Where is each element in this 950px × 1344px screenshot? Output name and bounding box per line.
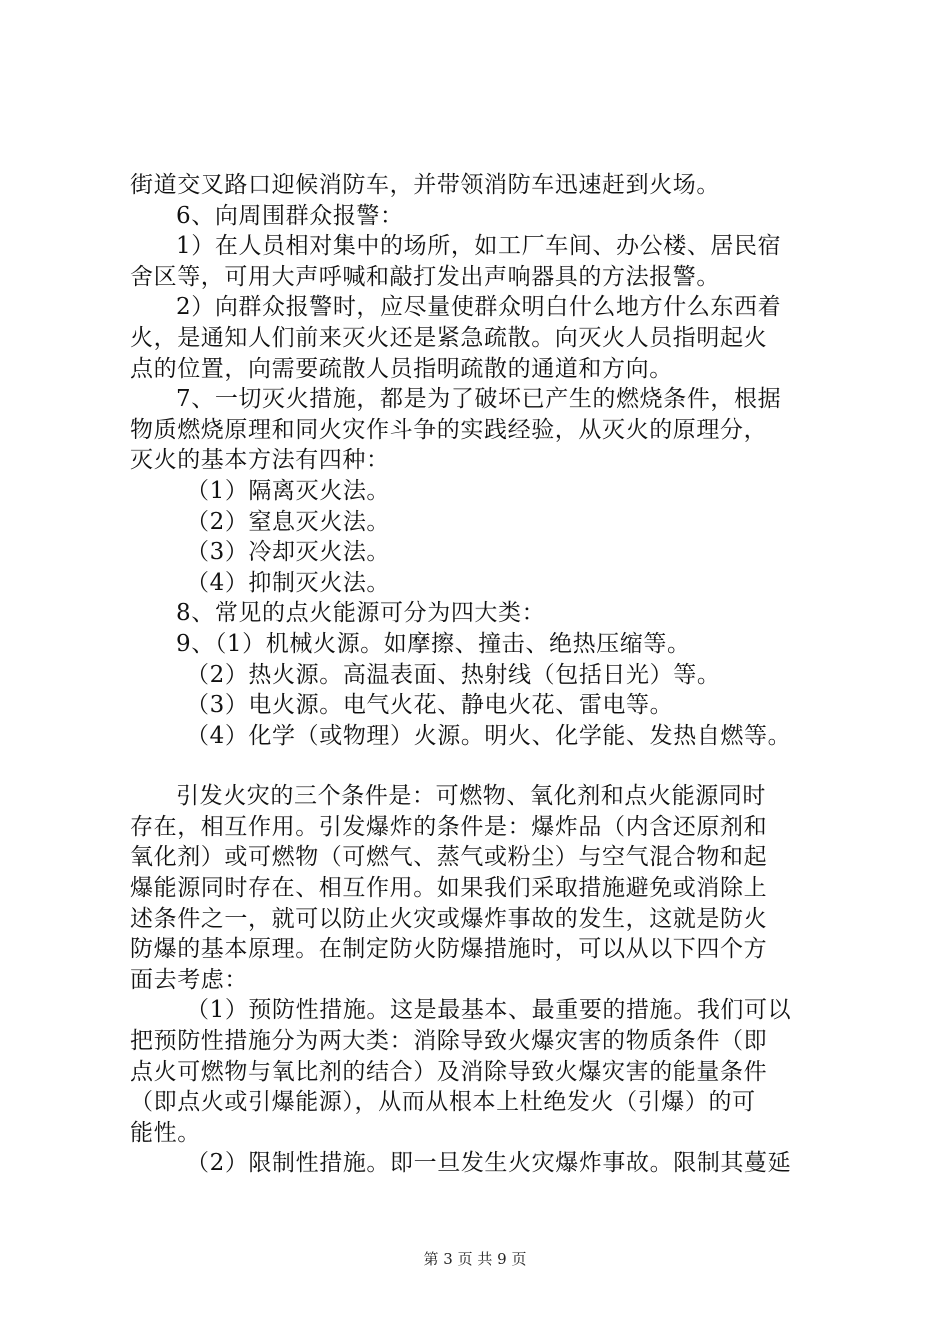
text-line: 2）向群众报警时，应尽量使群众明白什么地方什么东西着 [176, 294, 782, 321]
text-line: 7、一切灭火措施，都是为了破坏已产生的燃烧条件，根据 [176, 386, 782, 413]
text-line: 1）在人员相对集中的场所，如工厂车间、办公楼、居民宿 [176, 233, 782, 260]
text-line: 6、向周围群众报警： [176, 202, 404, 229]
text-line: 街道交叉路口迎候消防车，并带领消防车迅速赶到火场。 [130, 172, 720, 198]
text-line: 9、（1）机械火源。如摩擦、撞击、绝热压缩等。 [176, 630, 691, 657]
text-line: 灭火的基本方法有四种： [130, 447, 390, 474]
text-line: （1）隔离灭火法。 [186, 477, 391, 504]
text-line: （2）热火源。高温表面、热射线（包括日光）等。 [186, 661, 721, 688]
text-line: （2）限制性措施。即一旦发生火灾爆炸事故。限制其蔓延 [186, 1150, 792, 1177]
text-line: 述条件之一，就可以防止火灾或爆炸事故的发生，这就是防火 [130, 905, 768, 932]
text-line: 存在，相互作用。引发爆炸的条件是：爆炸品（内含还原剂和 [130, 813, 768, 840]
text-line: 氧化剂）或可燃物（可燃气、蒸气或粉尘）与空气混合物和起 [130, 844, 768, 871]
text-line: （即点火或引爆能源），从而从根本上杜绝发火（引爆）的可 [130, 1089, 756, 1116]
text-line: 8、常见的点火能源可分为四大类： [176, 600, 546, 627]
page-footer: 第 3 页 共 9 页 [423, 1250, 527, 1268]
text-line: （4）化学（或物理）火源。明火、化学能、发热自燃等。 [186, 722, 792, 749]
document-body [130, 170, 830, 1179]
text-line: 能性。 [130, 1119, 201, 1146]
text-line: 把预防性措施分为两大类：消除导致火爆灾害的物质条件（即 [130, 1028, 768, 1055]
text-line: （1）预防性措施。这是最基本、最重要的措施。我们可以 [186, 997, 792, 1024]
text-line: （4）抑制灭火法。 [186, 569, 391, 596]
text-line: 引发火灾的三个条件是：可燃物、氧化剂和点火能源同时 [176, 783, 766, 810]
text-line: 火，是通知人们前来灭火还是紧急疏散。向灭火人员指明起火 [130, 324, 768, 351]
text-line: 点火可燃物与氧比剂的结合）及消除导致火爆灾害的能量条件 [130, 1058, 768, 1085]
text-line: 防爆的基本原理。在制定防火防爆措施时，可以从以下四个方 [130, 936, 768, 963]
text-line: 点的位置，向需要疏散人员指明疏散的通道和方向。 [130, 355, 673, 382]
text-line: （2）窒息灭火法。 [186, 508, 391, 535]
text-line: （3）冷却灭火法。 [186, 539, 391, 566]
text-line: （3）电火源。电气火花、静电火花、雷电等。 [186, 692, 674, 719]
paragraph-gap [130, 751, 830, 781]
text-line: 面去考虑： [130, 966, 248, 993]
text-line: 舍区等，可用大声呼喊和敲打发出声响器具的方法报警。 [130, 263, 720, 290]
text-line: 物质燃烧原理和同火灾作斗争的实践经验，从灭火的原理分， [130, 416, 768, 443]
text-line: 爆能源同时存在、相互作用。如果我们采取措施避免或消除上 [130, 875, 768, 902]
